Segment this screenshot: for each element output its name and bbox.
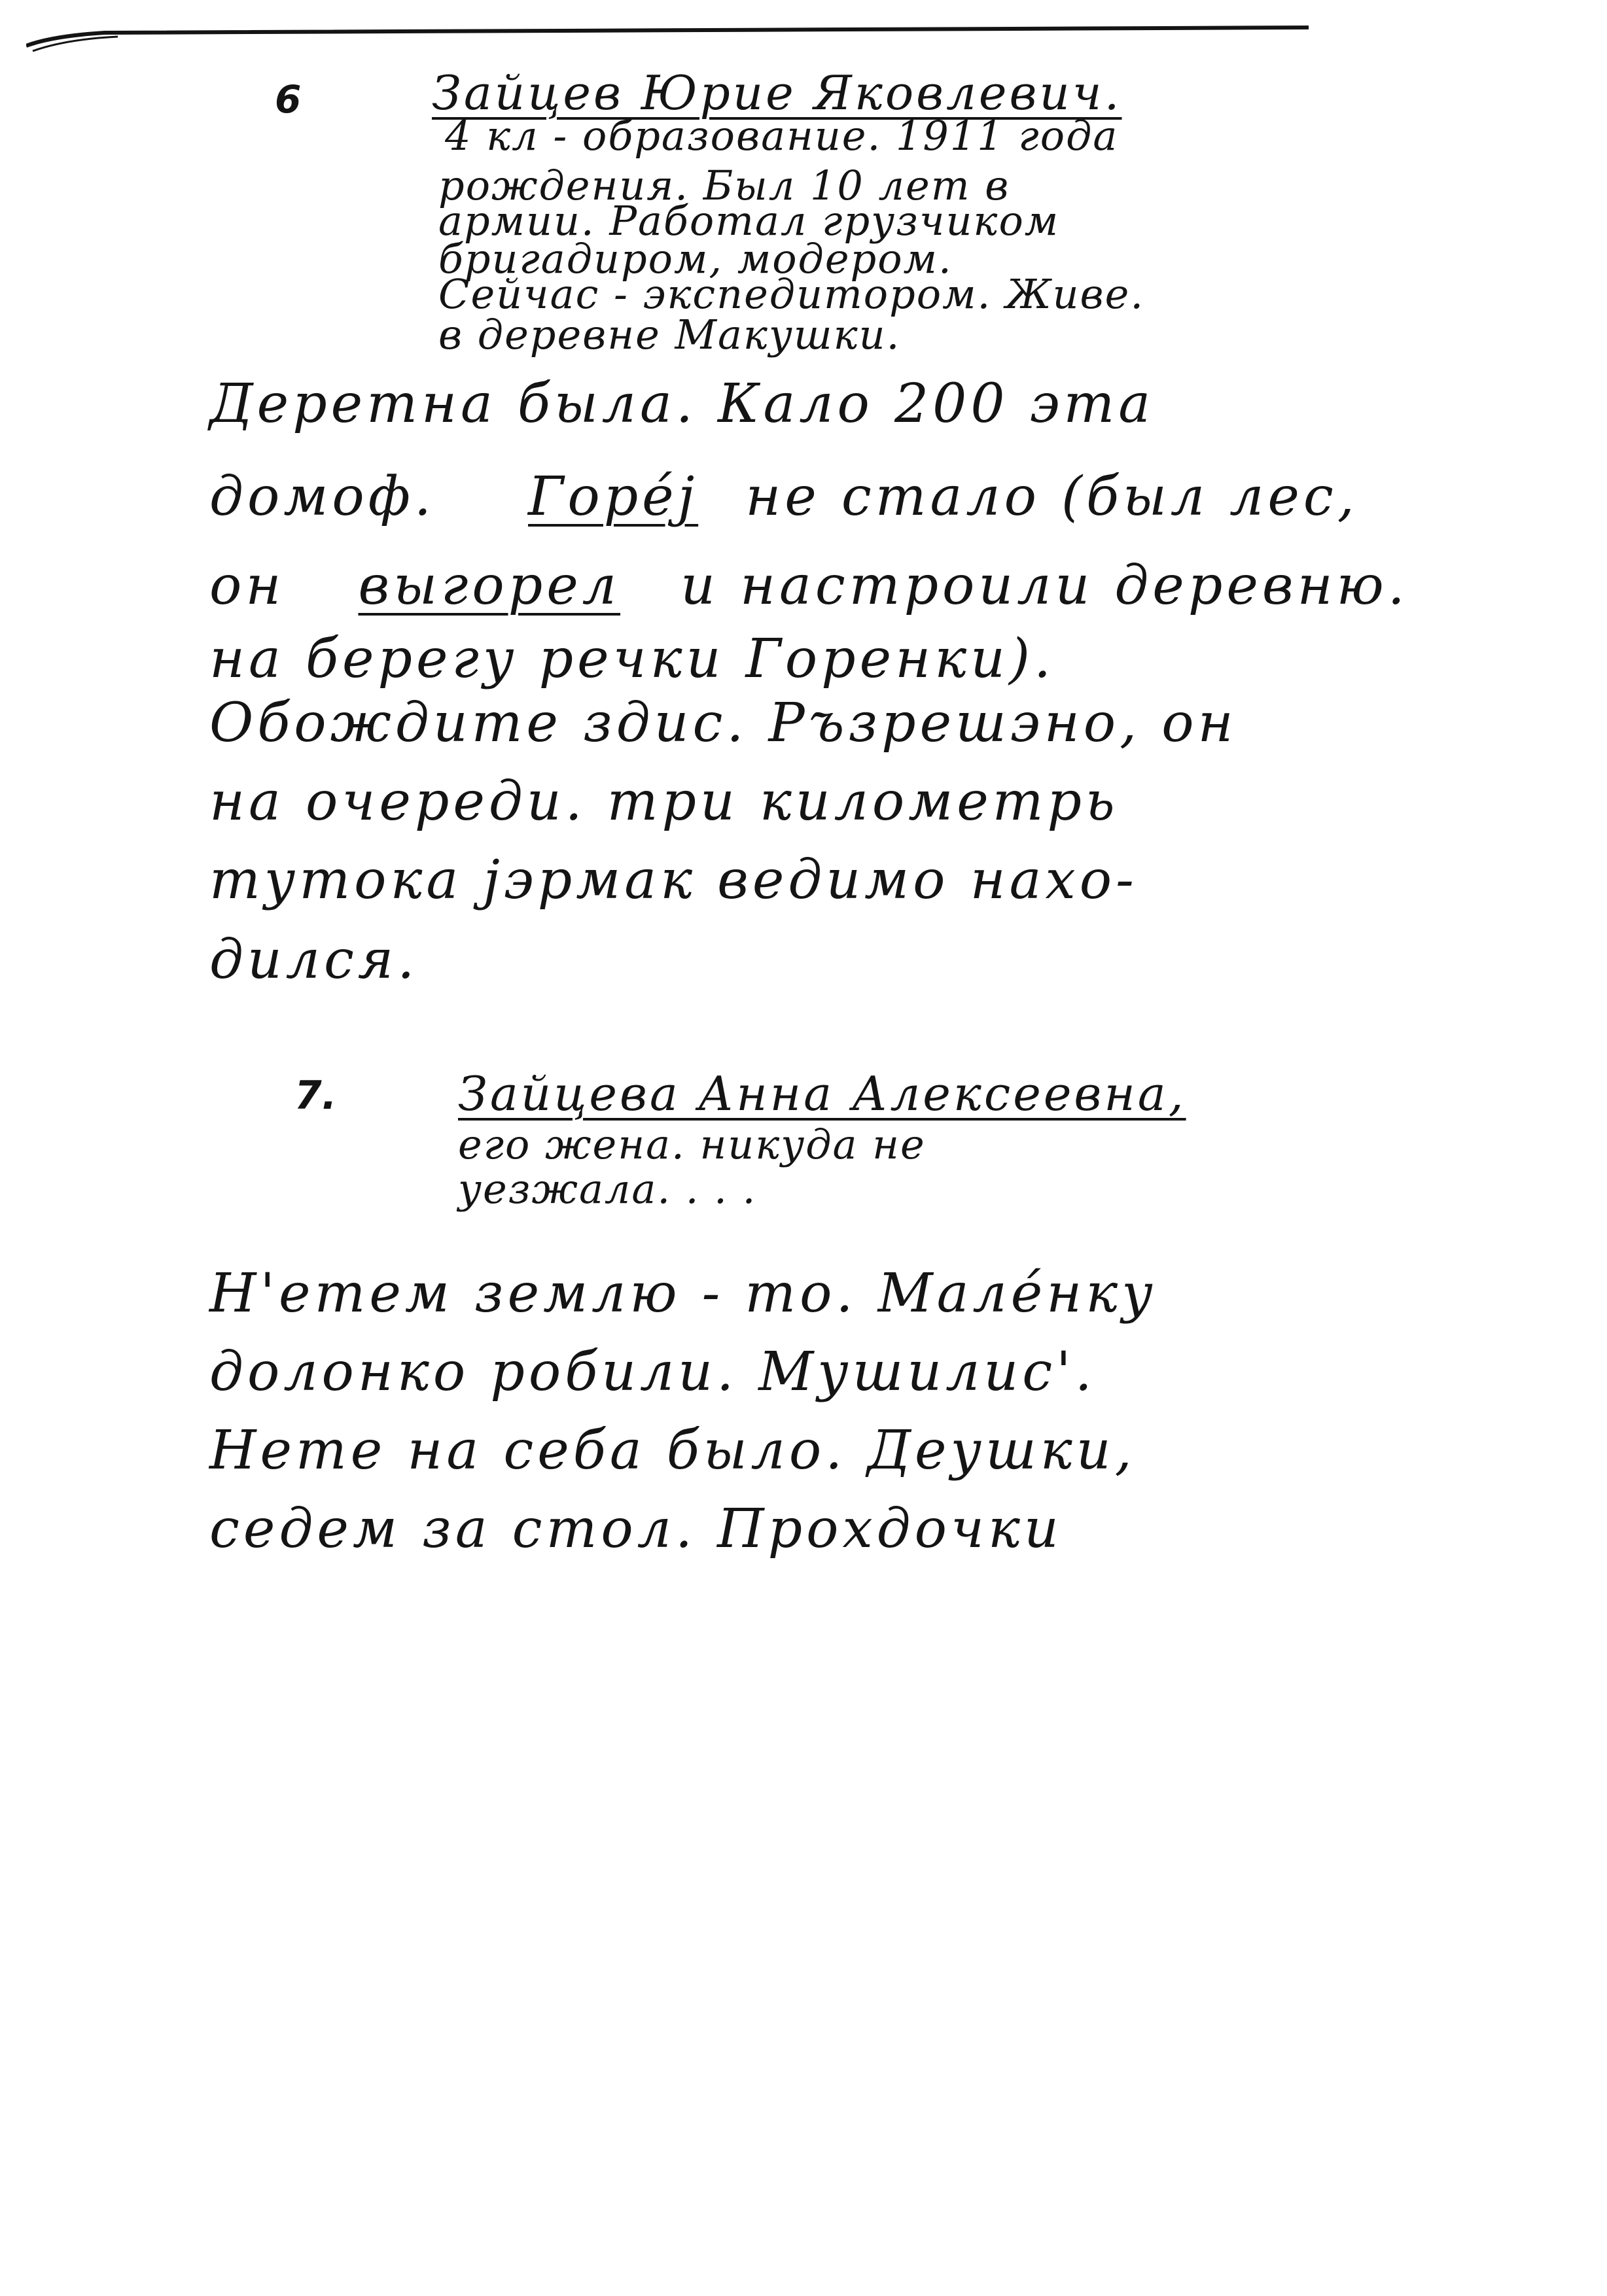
entry-6-bio-line-5: Сейчас - экспедитором. Живе. (438, 270, 1145, 318)
entry-6-text-line-5: Обождите здис. Ръзрешэно, он (209, 692, 1237, 754)
entry-6-text-line-4: на берегу речки Горенки). (209, 628, 1055, 690)
entry-6-text-line-3-end: и настроили деревню. (680, 555, 1409, 617)
entry-6-underlined-word-vygorel: выгорел (358, 555, 621, 617)
entry-7-text-line-4: седем за стол. Прохдочки (209, 1498, 1063, 1560)
entry-6-name: Зайцев Юрие Яковлевич. (432, 65, 1122, 120)
entry-6-underlined-word-gorej: Горе́ј (528, 466, 699, 528)
entry-7-name: Зайцева Анна Алексеевна, (458, 1066, 1186, 1121)
entry-7-text-line-2: долонко робили. Мушилис'. (209, 1341, 1096, 1403)
entry-7-number: 7. (294, 1073, 337, 1119)
entry-6-text-line-7: тутока јэрмак ведимо нахо- (209, 849, 1138, 911)
entry-6-bio-line-3: армии. Работал грузчиком (438, 197, 1060, 245)
entry-6-text-line-2-end: не стало (был лес, (745, 466, 1358, 528)
entry-6-bio-line-1: 4 кл - образование. 1911 года (445, 112, 1119, 160)
entry-7-text-line-1: Н'етем землю - то. Мале́нку (209, 1262, 1157, 1325)
entry-6-number: 6 (275, 77, 302, 122)
entry-7-bio-line-2: уезжала. . . . (458, 1165, 757, 1213)
entry-6-text-line-8: дился. (209, 929, 419, 991)
entry-6-bio-line-2: рождения. Был 10 лет в (438, 162, 1010, 209)
entry-6-text-line-3-start: он (209, 555, 285, 617)
entry-6-text-line-2-start: домоф. (209, 466, 435, 528)
entry-6-text-line-1: Дереmна была. Кало 200 эта (209, 373, 1155, 435)
entry-6-text-line-3 (209, 555, 1409, 617)
entry-7-bio-line-1: его жена. никуда не (458, 1121, 926, 1168)
entry-6-bio-line-4: бригадиром, модером. (438, 235, 953, 283)
entry-6-text-line-2 (209, 466, 1358, 528)
entry-6-bio-line-6: в деревне Макушки. (438, 311, 901, 358)
entry-7-text-line-3: Нете на себа было. Деушки, (209, 1419, 1136, 1482)
entry-6-text-line-6: на очереди. три километрь (209, 771, 1119, 833)
